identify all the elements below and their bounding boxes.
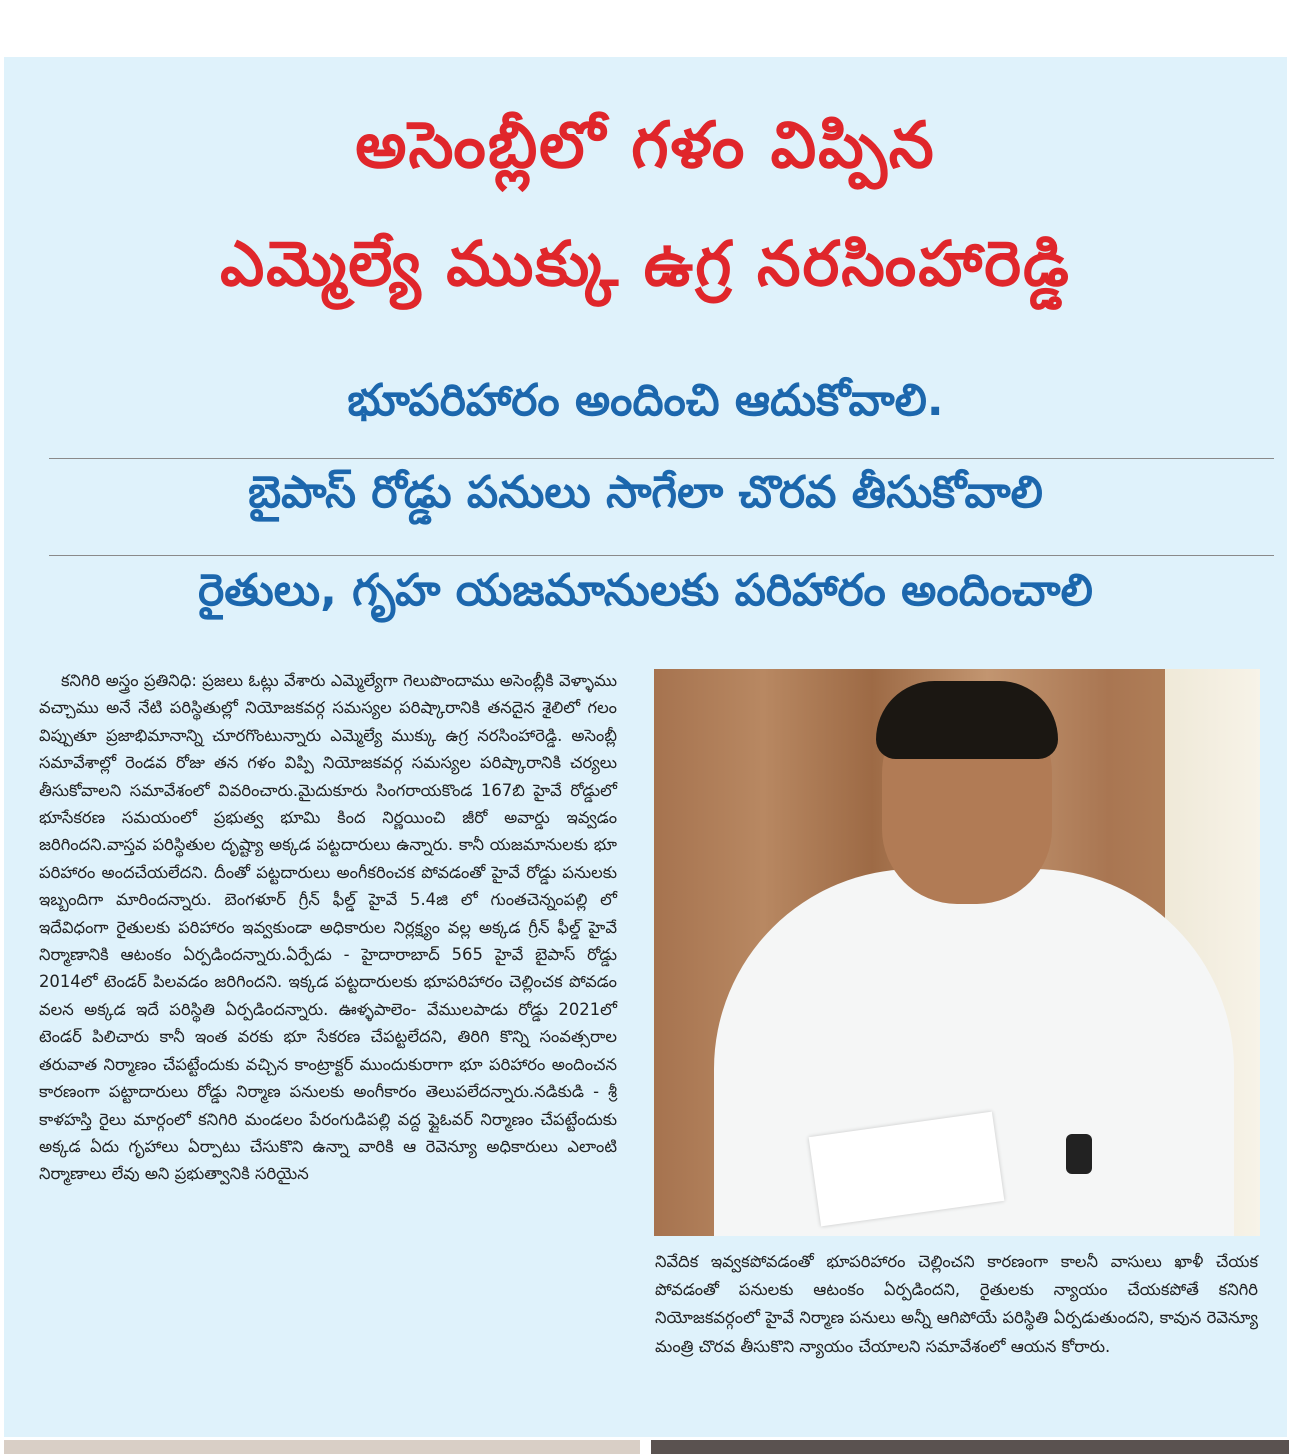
photo-caption-text: నివేదిక ఇవ్వకపోవడంతో భూపరిహారం చెల్లించని కారణంగా కాలనీ వాసులు ఖాళీ చేయక పోవడంతో పనులకు ఆటంకం ఏర్పడిందని, రైతులకు న్యాయం చేయకపోతే కనిగిరి నియోజకవర్గంలో హైవే నిర్మాణ పనులు అన్నీ ఆగిపోయే పరిస్థితి ఏర్పడుతుందని, కావున రెవెన్యూ మంత్రి చొరవ తీసుకొని న్యాయం చేయాలని సమావేశంలో ఆయన కోరారు. — [655, 1252, 1258, 1356]
divider-1 — [49, 458, 1274, 459]
divider-2 — [49, 555, 1274, 556]
article-body-text: కనిగిరి అస్త్రం ప్రతినిధి: ప్రజలు ఓట్లు వేశారు ఎమ్మెల్యేగా గెలుపొందాము అసెంబ్లీకి వెళ్ళాము వచ్చాము అనే నేటి పరిస్థితుల్లో నియోజకవర్గ సమస్యల పరిష్కారానికి తనదైన శైలిలో గలం విప్పుతూ ప్రజాభిమానాన్ని చూరగొంటున్నారు ఎమ్మెల్యే ముక్కు ఉగ్ర నరసింహారెడ్డి. అసెంబ్లీ సమావేశాల్లో రెండవ రోజు తన గళం విప్పి నియోజకవర్గ సమస్యల పరిష్కారానికి చర్యలు తీసుకోవాలని సమావేశంలో వివరించారు.మైదుకూరు సింగరాయకొండ 167బి హైవే రోడ్డులో భూసేకరణ సమయంలో ప్రభుత్వ భూమి కింద నిర్ణయించి జీరో అవార్డు ఇవ్వడం జరిగిందని.వాస్తవ పరిస్థితుల దృష్ట్యా అక్కడ పట్టదారులు ఉన్నారు. కానీ యజమానులకు భూ పరిహారం అందచేయలేదని. దీంతో పట్టదారులు అంగీకరించక పోవడంతో హైవే రోడ్డు పనులకు ఇబ్బందిగా మారిందన్నారు. బెంగళూర్ గ్రీన్ ఫీల్డ్ హైవే 5.4జి లో గుంతచెన్నంపల్లి లో ఇదేవిధంగా రైతులకు పరిహారం ఇవ్వకుండా అధికారుల నిర్లక్ష్యం వల్ల అక్కడ గ్రీన్ ఫీల్డ్ హైవే నిర్మాణానికి ఆటంకం ఏర్పడిందన్నారు.ఏర్పేడు - హైదారాబాద్ 565 హైవే బైపాస్ రోడ్డు 2014లో టెండర్ పిలవడం జరిగిందని. ఇక్కడ పట్టదారులకు భూపరిహారం చెల్లించక పోవడం వలన అక్కడ ఇదే పరిస్థితి ఏర్పడిందన్నారు. ఊళ్ళపాలెం- వేములపాడు రోడ్డు 2021లో టెండర్ పిలిచారు కానీ ఇంత వరకు భూ సేకరణ చేపట్టలేదని, తిరిగి కొన్ని సంవత్సరాల తరువాత నిర్మాణం చేపట్టేందుకు వచ్చిన కాంట్రాక్టర్ ముందుకురాగా భూ పరిహారం అందించన కారణంగా పట్టాదారులు రోడ్డు నిర్మాణ పనులకు అంగీకారం తెలుపలేదన్నారు.నడికుడి - శ్రీ కాళహస్తి రైలు మార్గంలో కనిగిరి మండలం పేరంగుడిపల్లి వద్ద ఫ్లైఓవర్ నిర్మాణం చేపట్టేందుకు అక్కడ ఏదు గృహాలు ఏర్పాటు చేసుకొని ఉన్నా వారికి ఆ రెవెన్యూ అధికారులు ఎలాంటి నిర్మాణాలు లేవు అని ప్రభుత్వానికి సరియైన — [39, 671, 617, 1184]
photo-caption — [655, 1248, 1258, 1361]
subheading-3: రైతులు, గృహ యజమానులకు పరిహారం అందించాలి — [198, 565, 1093, 616]
headline-line-2: ఎమ్మెల్యే ముక్కు ఉగ్ర నరసింహారెడ్డి — [220, 227, 1071, 300]
mla-photo — [654, 669, 1260, 1236]
next-image-strip-right — [651, 1440, 1289, 1454]
article-panel — [4, 57, 1287, 1437]
next-image-strip-left — [4, 1440, 640, 1454]
photo-watch — [1066, 1134, 1092, 1174]
headline-line-1: అసెంబ్లీలో గళం విప్పిన — [355, 109, 936, 183]
subheading-2: బైపాస్ రోడ్డు పనులు సాగేలా చొరవ తీసుకోవాలి — [248, 467, 1043, 518]
photo-hair — [876, 681, 1058, 759]
article-body — [39, 667, 617, 1188]
subheading-1: భూపరిహారం అందించి ఆదుకోవాలి. — [347, 375, 944, 426]
